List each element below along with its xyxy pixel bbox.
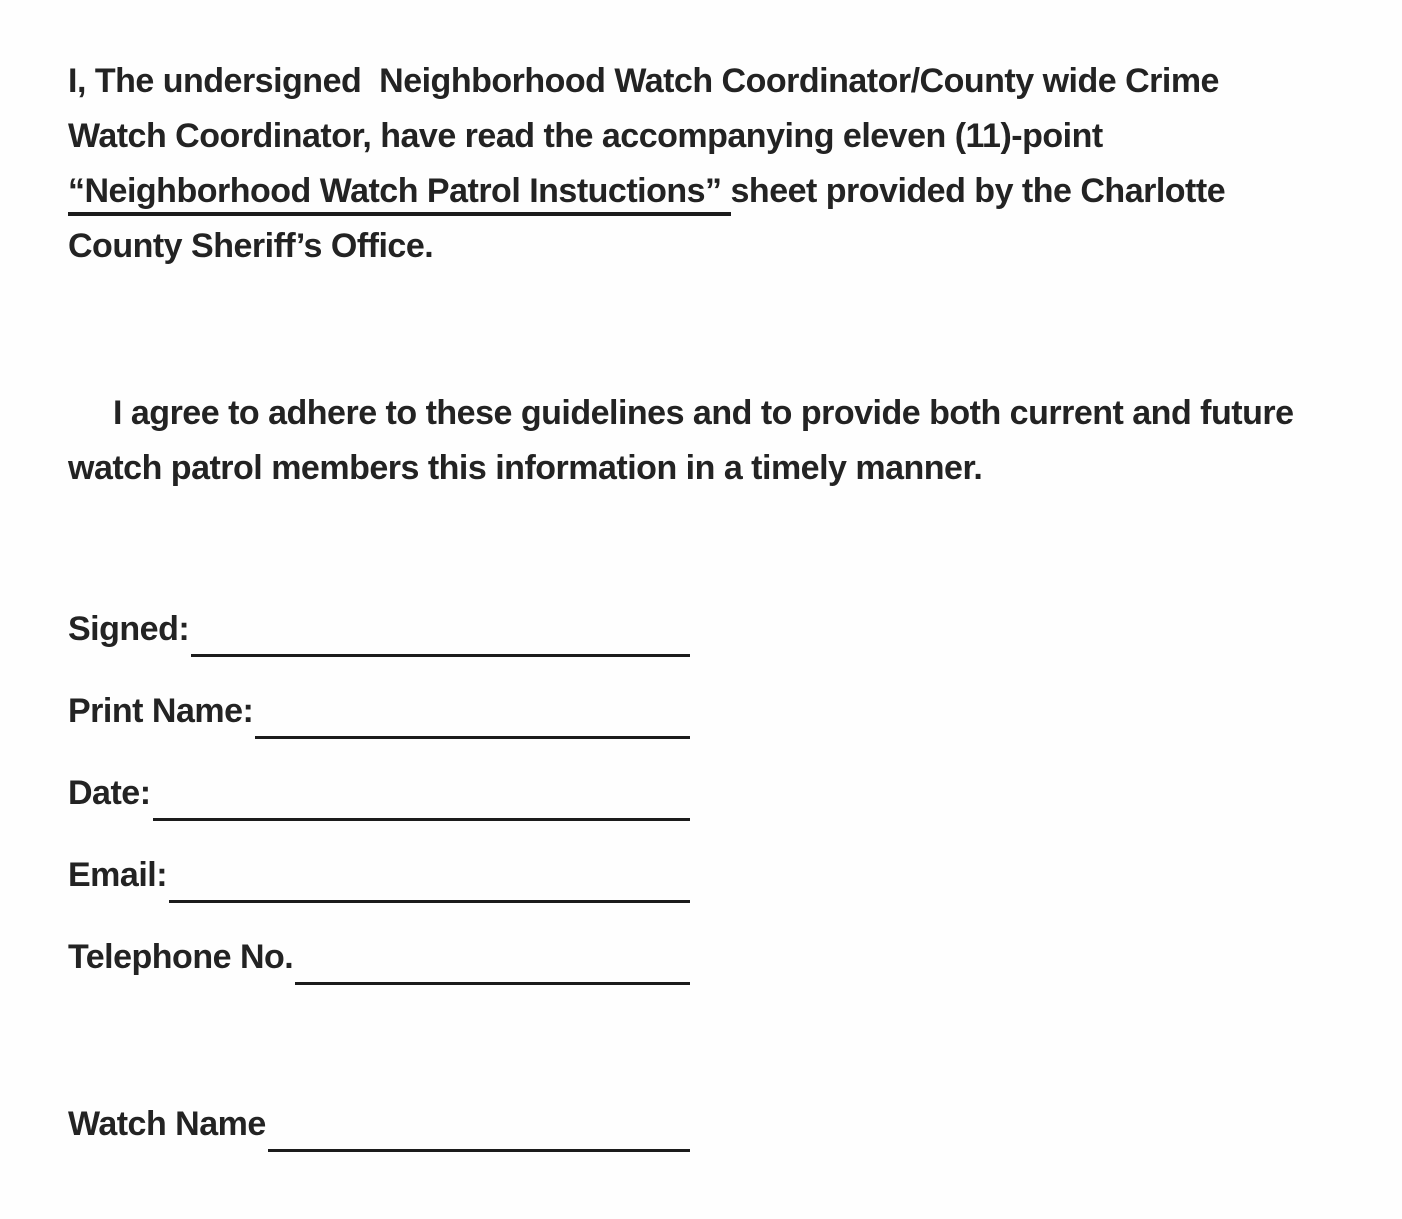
paragraph-line: County Sheriff’s Office. — [68, 227, 434, 265]
underlined-document-title: “Neighborhood Watch Patrol Instuctions” — [68, 172, 731, 216]
watch-name-blank-line — [268, 1139, 690, 1152]
field-watch-name — [68, 1097, 690, 1152]
signed-label: Signed: — [68, 610, 190, 648]
paragraph-line: I agree to adhere to these guidelines and to provide both current and future — [113, 394, 1294, 432]
telephone-label: Telephone No. — [68, 938, 294, 976]
email-blank-line — [169, 890, 690, 903]
paragraph-line-rest: sheet provided by the Charlotte — [730, 172, 1226, 210]
paragraph-line: I, The undersigned Neighborhood Watch Coordinator/County wide Crime — [68, 62, 1219, 100]
field-date — [68, 766, 690, 821]
telephone-blank-line — [295, 972, 690, 985]
print-name-blank-line — [255, 726, 690, 739]
signed-blank-line — [191, 644, 690, 657]
email-label: Email: — [68, 856, 168, 894]
date-blank-line — [153, 808, 690, 821]
paragraph-line: Watch Coordinator, have read the accompanying eleven (11)-point — [68, 117, 1103, 155]
field-email — [68, 848, 690, 903]
form-fields — [68, 602, 690, 1152]
paragraph-line — [68, 164, 1342, 219]
field-print-name — [68, 684, 690, 739]
watch-name-label: Watch Name — [68, 1105, 266, 1143]
intro-paragraph — [68, 54, 1342, 274]
field-telephone — [68, 930, 690, 985]
date-label: Date: — [68, 774, 151, 812]
paragraph-line: watch patrol members this information in a timely manner. — [68, 449, 983, 487]
print-name-label: Print Name: — [68, 692, 254, 730]
field-signed — [68, 602, 690, 657]
agreement-paragraph — [68, 386, 1342, 496]
